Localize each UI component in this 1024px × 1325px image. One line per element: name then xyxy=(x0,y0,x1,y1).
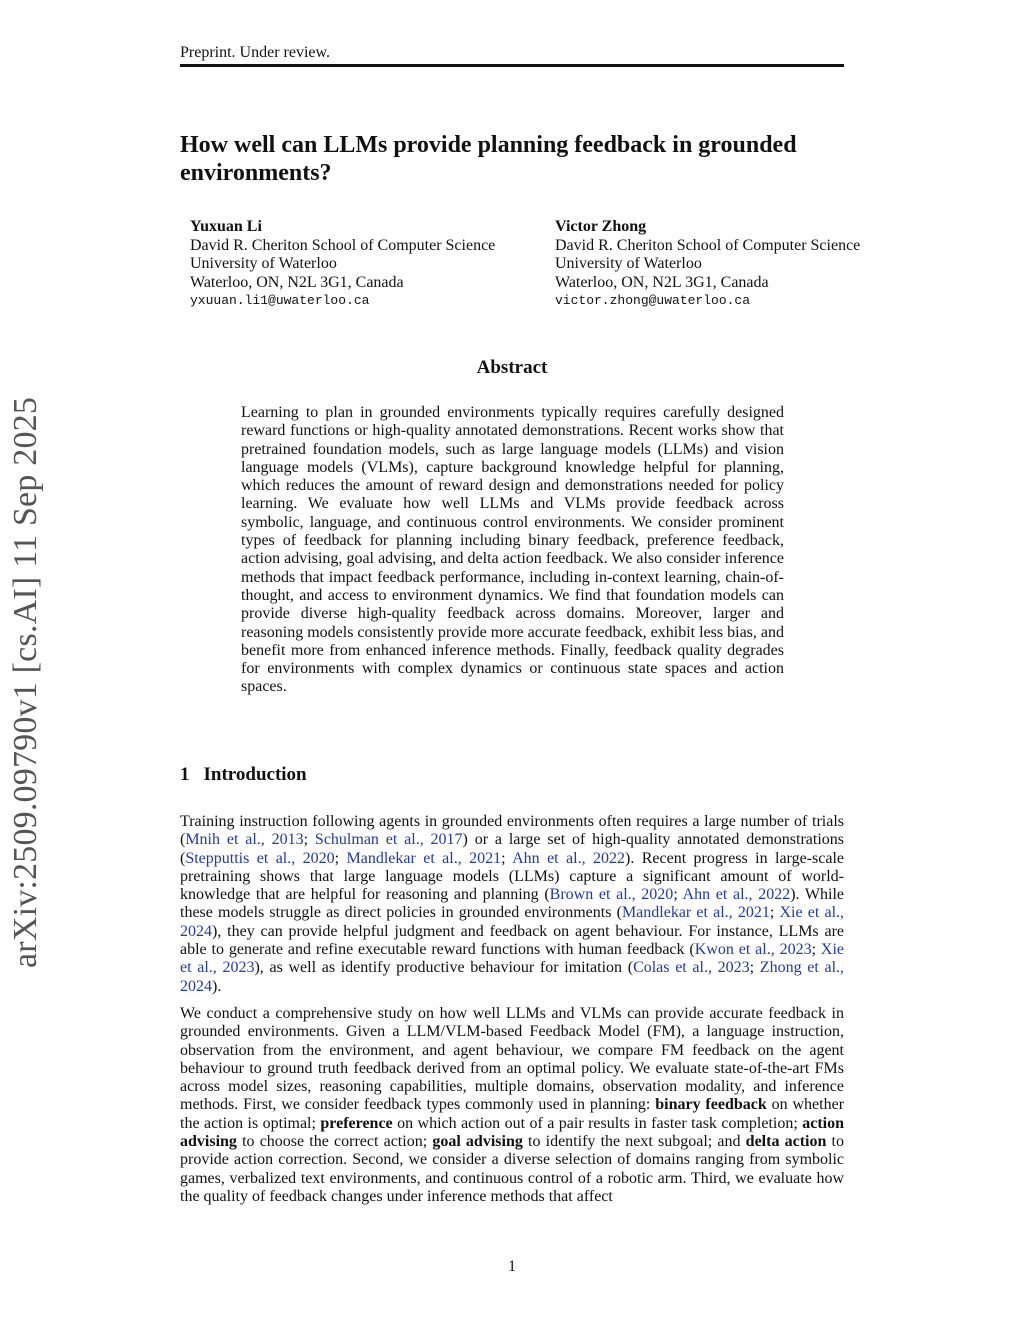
citation-link[interactable]: Mandlekar et al., 2021 xyxy=(346,849,502,867)
author-university: University of Waterloo xyxy=(555,255,702,272)
text: ; xyxy=(749,959,760,977)
citation-link[interactable]: Schulman et al., 2017 xyxy=(314,831,463,849)
text: on which action out of a pair results in faster task completion; xyxy=(392,1114,803,1132)
text: Training instruction following agents in grounded environments often requires a large number of trials ( xyxy=(180,813,844,849)
citation-link[interactable]: Kwon et al., 2023 xyxy=(694,941,812,959)
citation-link[interactable]: Xie et al., 2024 xyxy=(180,904,845,940)
running-header: Preprint. Under review. xyxy=(180,44,331,61)
text: ). Recent progress in large-scale pretraining shows that large language models (LLMs) capture a significant amount of world-knowledge that are helpful for reasoning and planning ( xyxy=(180,849,845,904)
author-block-1 xyxy=(190,218,495,311)
header-rule xyxy=(180,64,844,67)
citation-link[interactable]: Ahn et al., 2022 xyxy=(512,849,625,867)
citation-link[interactable]: Xie et al., 2023 xyxy=(180,941,845,977)
author-name: Victor Zhong xyxy=(555,218,647,235)
text: ; xyxy=(501,849,513,867)
text: ), as well as identify productive behaviour for imitation ( xyxy=(254,959,634,977)
text: to identify the next subgoal; and xyxy=(522,1133,746,1151)
text: to provide action correction. Second, we consider a diverse selection of domains ranging from symbolic games, verbalized text environments, and continuous control of a robotic arm. Third, we evaluate how the quality of feedback changes under inference methods that affect xyxy=(180,1133,845,1205)
text: We conduct a comprehensive study on how well LLMs and VLMs can provide accurate feedback in grounded environments. Given a LLM/VLM-based Feedback Model (FM), a language instruction, observation from the environment, and agent behaviour, we compare FM feedback on the agent behaviour to ground truth feedback derived from an optimal policy. We evaluate state-of-the-art FMs across model sizes, reasoning capabilities, multiple domains, observation modality, and inference methods. First, we consider feedback types commonly used in planning: xyxy=(180,1005,844,1114)
keyword: preference xyxy=(320,1114,393,1132)
citation-link[interactable]: Colas et al., 2023 xyxy=(633,959,750,977)
section-heading xyxy=(180,764,307,786)
text: ; xyxy=(673,886,683,904)
citation-link[interactable]: Brown et al., 2020 xyxy=(549,886,674,904)
page-number: 1 xyxy=(508,1258,516,1275)
author-address: Waterloo, ON, N2L 3G1, Canada xyxy=(190,273,404,291)
author-university: University of Waterloo xyxy=(190,255,337,272)
author-email[interactable]: victor.zhong@uwaterloo.ca xyxy=(555,293,751,308)
text: ; xyxy=(303,831,315,849)
text: on whether the action is optimal; xyxy=(180,1096,845,1132)
author-name: Yuxuan Li xyxy=(190,218,262,235)
paper-title: How well can LLMs provide planning feedback in grounded environments? xyxy=(180,132,797,186)
section-number: 1 xyxy=(180,764,190,785)
author-affiliation: David R. Cheriton School of Computer Science xyxy=(190,236,496,254)
keyword: delta action xyxy=(745,1133,827,1151)
section-title: Introduction xyxy=(203,764,307,785)
citation-link[interactable]: Ahn et al., 2022 xyxy=(682,886,791,904)
citation-link[interactable]: Stepputtis et al., 2020 xyxy=(185,849,335,867)
text: ), they can provide helpful judgment and feedback on agent behaviour. For instance, LLMs are able to generate and refine executable reward functions with human feedback ( xyxy=(180,922,844,959)
citation-link[interactable]: Mnih et al., 2013 xyxy=(185,831,304,849)
keyword: action advising xyxy=(180,1114,844,1151)
text: ; xyxy=(769,904,780,922)
intro-paragraph-2 xyxy=(180,1005,844,1206)
text: ; xyxy=(811,941,821,959)
text: ). While these models struggle as direct policies in grounded environments ( xyxy=(180,886,845,922)
abstract-heading: Abstract xyxy=(476,357,548,378)
citation-link[interactable]: Mandlekar et al., 2021 xyxy=(621,904,770,922)
text: ). xyxy=(212,977,222,995)
text: ) or a large set of high-quality annotated demonstrations ( xyxy=(180,831,845,867)
citation-link[interactable]: Zhong et al., 2024 xyxy=(180,959,845,995)
author-address: Waterloo, ON, N2L 3G1, Canada xyxy=(555,273,769,291)
intro-paragraph-1 xyxy=(180,813,844,996)
arxiv-side-stamp[interactable]: arXiv:2509.09790v1 [cs.AI] 11 Sep 2025 xyxy=(7,396,44,968)
text: to choose the correct action; xyxy=(236,1133,433,1151)
author-email[interactable]: yxuuan.li1@uwaterloo.ca xyxy=(190,293,370,308)
keyword: goal advising xyxy=(432,1133,523,1151)
author-block-2 xyxy=(555,218,860,311)
abstract-text: Learning to plan in grounded environments typically requires carefully designed reward functions or high-quality annotated demonstrations. Recent works show that pretrained foundation models, such as large language models (LLMs) and vision language models (VLMs), capture background knowledge helpful for planning, which reduces the amount of reward design and demonstrations needed for policy learning. We evaluate how well LLMs and VLMs provide feedback across symbolic, language, and continuous control environments. We consider prominent types of feedback for planning including binary feedback, preference feedback, action advising, goal advising, and delta action feedback. We also consider inference methods that impact feedback performance, including in-context learning, chain-of-thought, and access to environment dynamics. We find that foundation models can provide diverse high-quality feedback across domains. Moreover, larger and reasoning models consistently provide more accurate feedback, exhibit less bias, and benefit more from enhanced inference methods. Finally, feedback quality degrades for environments with complex dynamics or continuous state spaces and action spaces. xyxy=(241,404,784,696)
keyword: binary feedback xyxy=(655,1096,767,1114)
text: ; xyxy=(334,849,347,867)
author-affiliation: David R. Cheriton School of Computer Science xyxy=(555,236,861,254)
